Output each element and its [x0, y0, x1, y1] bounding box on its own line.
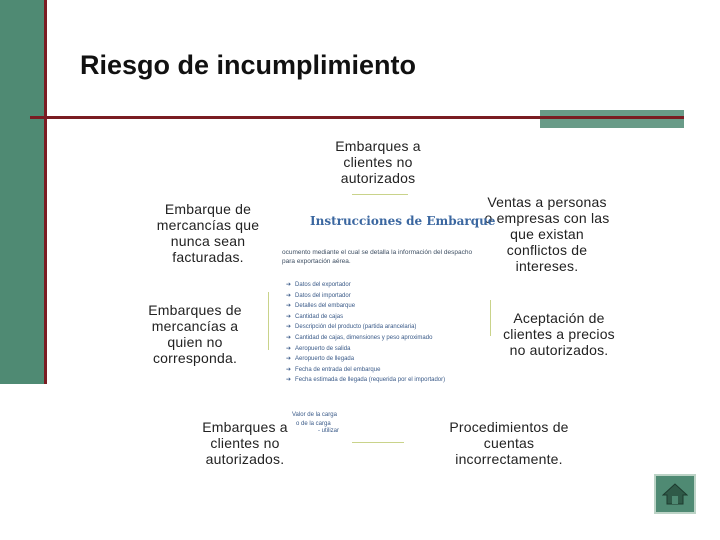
item-bottom-right: Procedimientos de cuentas incorrectamente.: [449, 419, 569, 467]
shipping-instructions-document: [278, 200, 496, 440]
arrow-icon: ➔: [286, 334, 292, 341]
document-field: ➔ Fecha de entrada del embarque: [286, 366, 381, 373]
connector-right: [490, 300, 491, 336]
title-rule-accent: [540, 110, 684, 128]
arrow-icon: ➔: [286, 292, 292, 299]
slide-title: Riesgo de incumplimiento: [80, 50, 417, 80]
left-accent-bar: [0, 0, 47, 384]
document-field-list: [286, 280, 445, 386]
arrow-icon: ➔: [286, 377, 292, 384]
document-description: ocumento mediante el cual se detalla la información del despacho para exportación aérea.: [282, 249, 473, 265]
document-field: ➔ Datos del importador: [286, 292, 351, 299]
arrow-icon: ➔: [286, 366, 292, 373]
item-left-upper: Embarque de mercancías que nunca sean facturadas.: [156, 201, 260, 265]
connector-left: [268, 292, 269, 350]
connector-bottom: [352, 442, 404, 443]
arrow-icon: ➔: [286, 282, 292, 288]
item-right-upper: Ventas a personas o empresas con las que existan conflictos de intereses.: [484, 194, 610, 274]
document-field: ➔ Aeropuerto de llegada: [286, 356, 355, 363]
arrow-icon: ➔: [286, 356, 292, 363]
connector-top: [352, 194, 408, 195]
item-bottom-left: Embarques a clientes no autorizados.: [202, 419, 288, 467]
document-tail-line: o de la carga: [296, 421, 331, 427]
title-rule: [30, 116, 684, 119]
document-field: ➔ Cantidad de cajas: [286, 313, 344, 320]
document-tail-line: - utilizar: [318, 428, 340, 434]
arrow-icon: ➔: [286, 345, 292, 352]
document-field: ➔ Datos del exportador: [286, 282, 351, 288]
home-button[interactable]: [654, 474, 696, 514]
arrow-icon: ➔: [286, 303, 292, 310]
document-field: ➔ Aeropuerto de salida: [286, 345, 351, 352]
document-title: Instrucciones de Embarque: [310, 214, 496, 228]
item-right-middle: Aceptación de clientes a precios no autorizados.: [503, 310, 615, 358]
home-icon: [662, 482, 688, 506]
item-left-lower: Embarques de mercancías a quien no corresponda.: [148, 302, 242, 366]
document-field: ➔ Cantidad de cajas, dimensiones y peso aproximado: [286, 334, 433, 341]
document-field: ➔ Detalles del embarque: [286, 303, 356, 310]
document-tail: [290, 411, 339, 436]
arrow-icon: ➔: [286, 313, 292, 320]
arrow-icon: ➔: [286, 324, 292, 331]
document-field: ➔ Fecha estimada de llegada (requerida por el importador): [286, 377, 446, 384]
document-tail-line: Valor de la carga: [292, 412, 337, 418]
item-top: Embarques a clientes no autorizados: [335, 138, 421, 186]
document-field: ➔ Descripción del producto (partida arancelaria): [286, 324, 417, 331]
